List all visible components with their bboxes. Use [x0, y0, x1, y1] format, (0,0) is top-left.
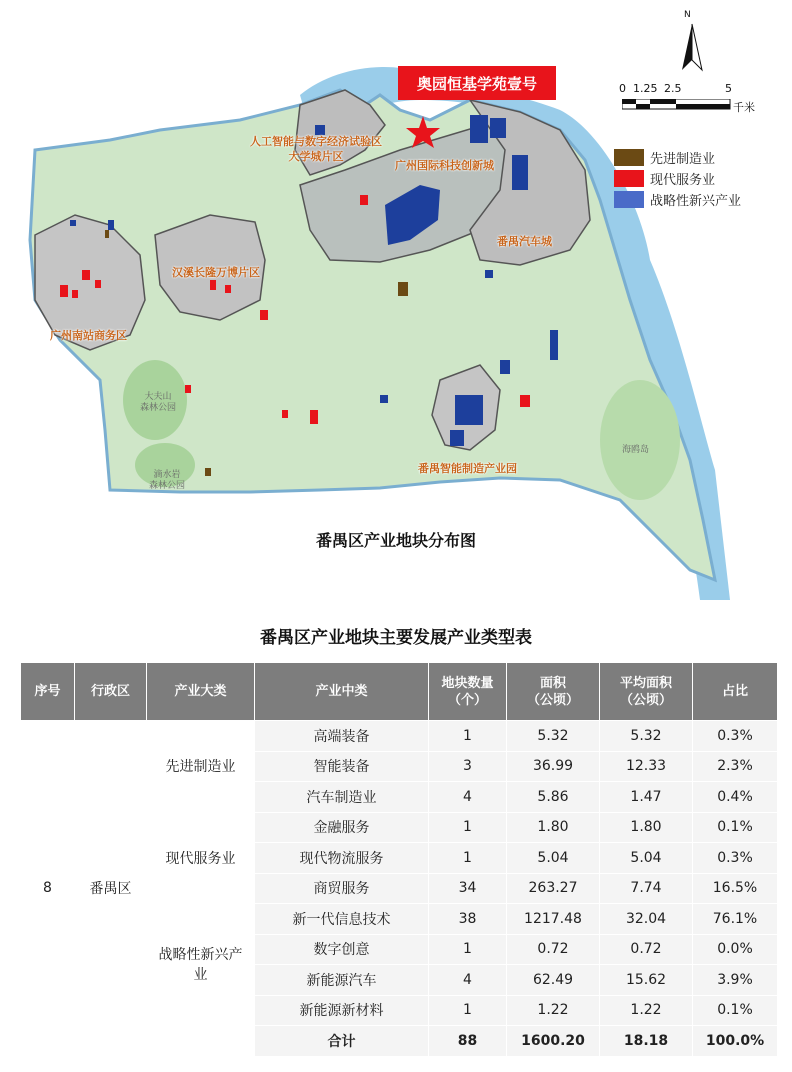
parcel-r5 — [210, 280, 216, 290]
legend-item-manufacturing — [614, 147, 741, 168]
cell-total-area: 1600.20 — [507, 1026, 600, 1057]
cell-count: 4 — [429, 965, 507, 996]
cell-count: 34 — [429, 873, 507, 904]
parcel-r1 — [60, 285, 68, 297]
label-ai-zone — [250, 134, 382, 164]
cell-area: 1.22 — [507, 995, 600, 1026]
label-dafu-line1: 大夫山 — [144, 392, 172, 402]
parcel-r4 — [95, 280, 101, 288]
highlight-label: 奥园恒基学苑壹号 — [398, 66, 556, 100]
cell-count: 1 — [429, 934, 507, 965]
cell-total-label — [147, 1026, 255, 1057]
cell-total-share: 100.0% — [693, 1026, 778, 1057]
cell-share: 0.1% — [693, 995, 778, 1026]
cell-total-avg: 18.18 — [600, 1026, 693, 1057]
header-avg — [600, 663, 693, 721]
parcel-b7 — [500, 360, 510, 374]
scale-tick-3: 5 — [725, 82, 732, 95]
header-district: 行政区 — [75, 663, 147, 721]
cell-group-manufacturing: 先进制造业 — [147, 721, 255, 813]
parcel-r9 — [282, 410, 288, 418]
cell-area: 5.04 — [507, 843, 600, 874]
parcel-r10 — [520, 395, 530, 407]
legend-swatch — [614, 149, 644, 166]
cell-district: 番禺区 — [75, 721, 147, 1057]
cell-area: 5.86 — [507, 782, 600, 813]
parcel-b12 — [485, 270, 493, 278]
cell-middle: 高端装备 — [255, 721, 429, 752]
cell-middle: 数字创意 — [255, 934, 429, 965]
legend-label: 战略性新兴产业 — [650, 194, 742, 209]
header-count-line2: （个） — [447, 692, 487, 708]
cell-area: 36.99 — [507, 751, 600, 782]
parcel-b5 — [450, 430, 464, 446]
cell-area: 1217.48 — [507, 904, 600, 935]
parcel-r2 — [72, 290, 78, 298]
label-smart-mfg: 番禺智能制造产业园 — [418, 462, 517, 475]
label-ai-zone-line2: 大学城片区 — [288, 150, 344, 163]
cell-share: 3.9% — [693, 965, 778, 996]
label-south-station: 广州南站商务区 — [50, 329, 127, 342]
cell-middle: 新能源新材料 — [255, 995, 429, 1026]
cell-total-label-text: 合计 — [255, 1026, 429, 1057]
cell-middle: 现代物流服务 — [255, 843, 429, 874]
label-dishishi — [149, 470, 185, 492]
cell-area: 1.80 — [507, 812, 600, 843]
parcel-m1 — [398, 282, 408, 296]
cell-avg: 15.62 — [600, 965, 693, 996]
cell-share: 0.4% — [693, 782, 778, 813]
label-ai-zone-line1: 人工智能与数字经济试验区 — [250, 135, 382, 148]
legend-item-services — [614, 168, 741, 189]
header-count — [429, 663, 507, 721]
cell-middle: 新能源汽车 — [255, 965, 429, 996]
cell-middle: 新一代信息技术 — [255, 904, 429, 935]
label-auto-city: 番禺汽车城 — [497, 235, 552, 248]
header-count-line1: 地块数量 — [441, 675, 494, 691]
header-major: 产业大类 — [147, 663, 255, 721]
industry-table — [20, 662, 778, 1057]
table-title: 番禺区产业地块主要发展产业类型表 — [260, 628, 532, 648]
scale-tick-0: 0 — [619, 82, 626, 95]
cell-total-count: 88 — [429, 1026, 507, 1057]
cell-group-strategic — [147, 904, 255, 1026]
cell-share: 0.0% — [693, 934, 778, 965]
header-avg-line1: 平均面积 — [619, 675, 672, 691]
parcel-r3 — [82, 270, 90, 280]
scale-bar-graphic — [622, 99, 742, 111]
parcel-m2 — [205, 468, 211, 476]
cell-seq: 8 — [21, 721, 75, 1057]
cell-share: 76.1% — [693, 904, 778, 935]
parcel-b9 — [108, 220, 114, 230]
parcel-b4 — [455, 395, 483, 425]
label-dafu — [140, 392, 176, 414]
scale-tick-1: 1.25 — [633, 82, 658, 95]
header-share: 占比 — [693, 663, 778, 721]
legend-label: 先进制造业 — [650, 152, 716, 167]
cell-area: 263.27 — [507, 873, 600, 904]
cell-middle: 智能装备 — [255, 751, 429, 782]
cell-share: 16.5% — [693, 873, 778, 904]
legend-item-strategic — [614, 189, 741, 210]
header-area — [507, 663, 600, 721]
label-dishishi-line1: 滴水岩 — [153, 470, 181, 480]
scale-unit: 千米 — [733, 101, 755, 114]
table-header-row — [21, 663, 778, 721]
parcel-b6 — [550, 330, 558, 360]
table-row — [21, 721, 778, 752]
parcel-b11 — [380, 395, 388, 403]
parcel-r8 — [310, 410, 318, 424]
legend-swatch — [614, 191, 644, 208]
cell-group-services: 现代服务业 — [147, 812, 255, 904]
header-area-line1: 面积 — [539, 675, 566, 691]
legend-swatch — [614, 170, 644, 187]
cell-area: 62.49 — [507, 965, 600, 996]
haiou-island — [600, 380, 680, 500]
parcel-r11 — [360, 195, 368, 205]
cell-avg: 1.47 — [600, 782, 693, 813]
cell-count: 1 — [429, 995, 507, 1026]
cell-avg: 0.72 — [600, 934, 693, 965]
cell-avg: 32.04 — [600, 904, 693, 935]
header-seq: 序号 — [21, 663, 75, 721]
parcel-m3 — [105, 230, 109, 238]
cell-count: 38 — [429, 904, 507, 935]
cell-count: 1 — [429, 721, 507, 752]
map-title: 番禺区产业地块分布图 — [315, 531, 476, 550]
legend-label: 现代服务业 — [650, 173, 716, 188]
cell-count: 3 — [429, 751, 507, 782]
parcel-r6 — [225, 285, 231, 293]
parcel-r7 — [260, 310, 268, 320]
parcel-b1 — [470, 115, 488, 143]
cell-avg: 1.80 — [600, 812, 693, 843]
cell-middle: 金融服务 — [255, 812, 429, 843]
label-hanxi: 汉溪长隆万博片区 — [172, 266, 260, 279]
parcel-b2 — [490, 118, 506, 138]
cell-middle: 商贸服务 — [255, 873, 429, 904]
parcel-b10 — [70, 220, 76, 226]
label-dishishi-line2: 森林公园 — [149, 481, 186, 491]
cell-avg: 7.74 — [600, 873, 693, 904]
cell-avg: 12.33 — [600, 751, 693, 782]
cell-count: 1 — [429, 843, 507, 874]
cell-count: 1 — [429, 812, 507, 843]
label-tech-park: 广州国际科技创新城 — [395, 159, 494, 172]
label-haiou: 海鸥岛 — [622, 445, 650, 455]
cell-group-strategic-line2: 业 — [193, 966, 208, 983]
label-dafu-line2: 森林公园 — [140, 403, 177, 413]
header-area-line2: （公顷） — [526, 692, 579, 708]
cell-share: 0.1% — [693, 812, 778, 843]
cell-area: 0.72 — [507, 934, 600, 965]
cell-share: 0.3% — [693, 843, 778, 874]
parcel-r12 — [185, 385, 191, 393]
map-legend — [614, 147, 741, 210]
header-middle: 产业中类 — [255, 663, 429, 721]
scale-bar — [617, 77, 777, 117]
header-avg-line2: （公顷） — [619, 692, 672, 708]
cell-share: 2.3% — [693, 751, 778, 782]
cell-count: 4 — [429, 782, 507, 813]
cell-share: 0.3% — [693, 721, 778, 752]
cell-area: 5.32 — [507, 721, 600, 752]
north-label: N — [684, 10, 691, 20]
cell-avg: 5.04 — [600, 843, 693, 874]
cell-middle: 汽车制造业 — [255, 782, 429, 813]
cell-group-strategic-line1: 战略性新兴产 — [158, 946, 243, 963]
scale-tick-2: 2.5 — [664, 82, 682, 95]
cell-avg: 1.22 — [600, 995, 693, 1026]
parcel-b3 — [512, 155, 528, 190]
cell-avg: 5.32 — [600, 721, 693, 752]
north-arrow-icon — [678, 22, 706, 76]
